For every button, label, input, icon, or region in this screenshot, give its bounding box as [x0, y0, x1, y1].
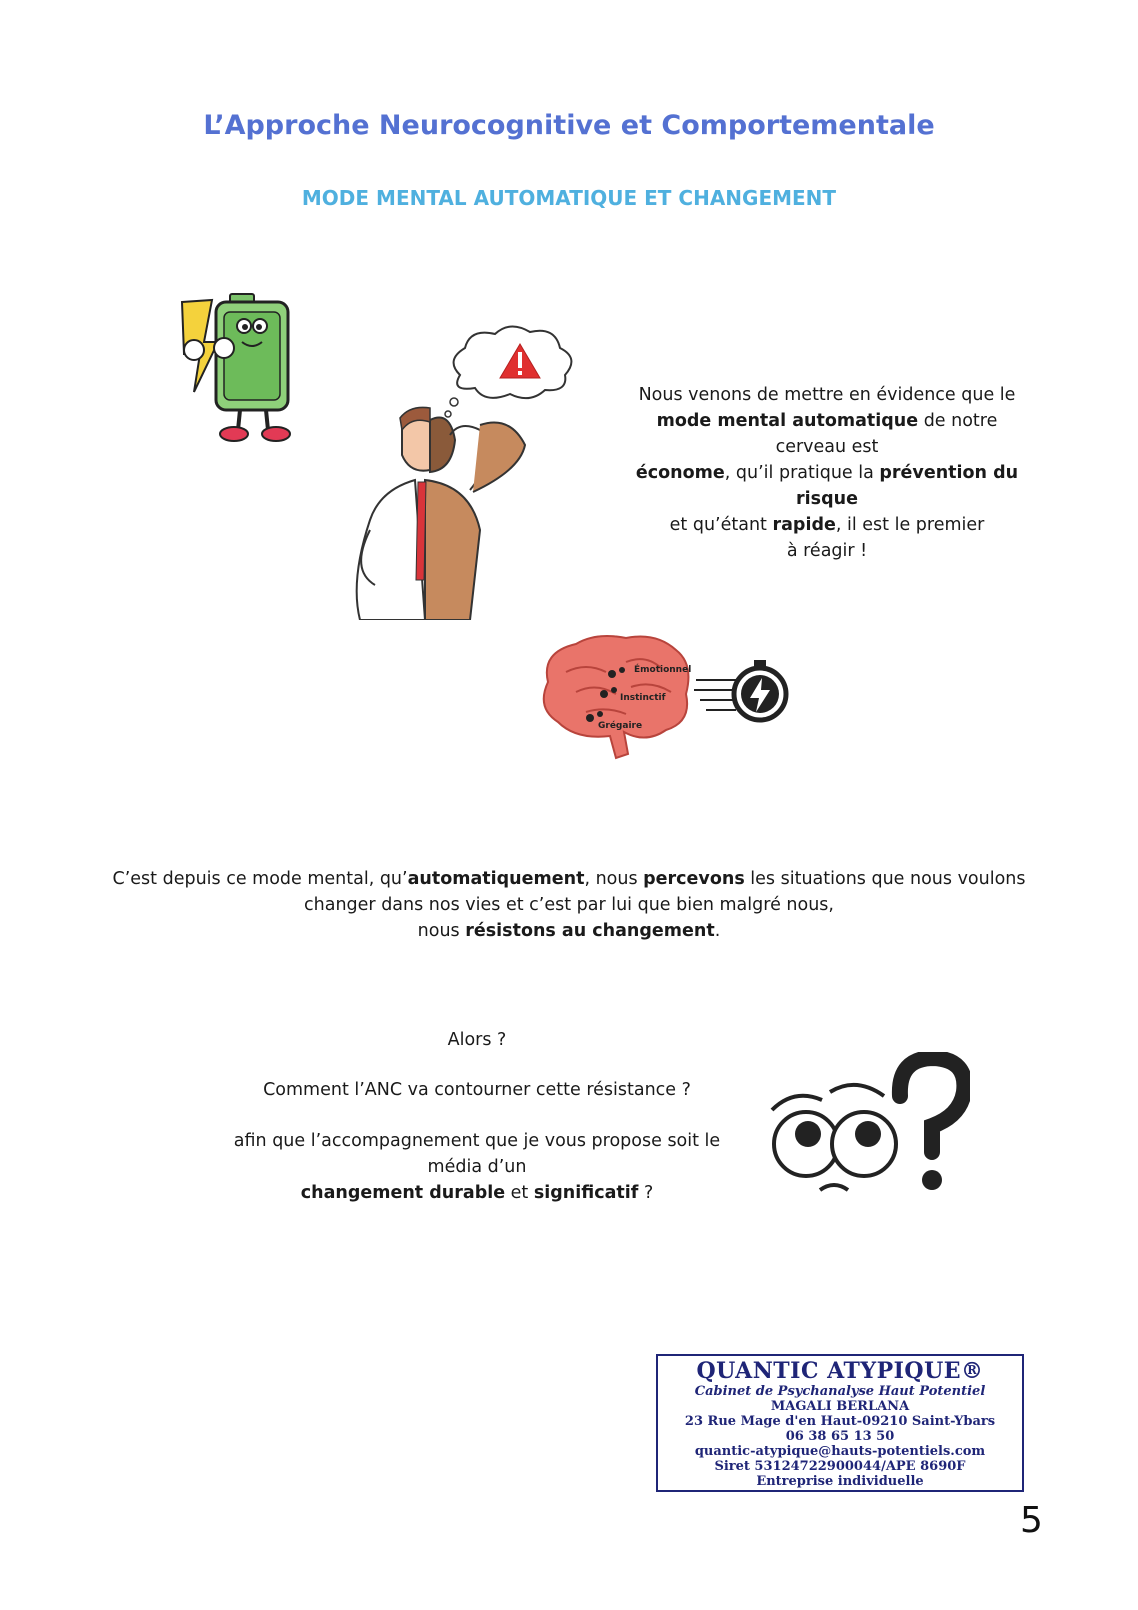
company-stamp	[656, 1354, 1024, 1492]
stamp-name: QUANTIC ATYPIQUE®	[696, 1358, 984, 1384]
page-title: L’Approche Neurocognitive et Comportementale	[203, 110, 935, 141]
battery-character-illustration	[172, 292, 302, 452]
stopwatch-icon	[694, 660, 786, 720]
brain-illustration	[536, 632, 798, 760]
question-alors: Alors ?	[447, 1030, 507, 1050]
stamp-status: Entreprise individuelle	[756, 1474, 924, 1489]
man-caveman-illustration	[330, 400, 530, 620]
brain-label-emotionnel: Émotionnel	[634, 665, 692, 675]
stamp-siret: Siret 53124722900044/APE 8690F	[714, 1459, 966, 1474]
stamp-email: quantic-atypique@hauts-potentiels.com	[694, 1444, 986, 1459]
question-comment: Comment l’ANC va contourner cette résistance ?	[263, 1080, 691, 1100]
intro-text: Nous venons de mettre en évidence que le mode mental automatique de notre cerveau est économe, qu’il pratique la prévention du risque et qu’étant rapide, il est le premier à réagir !	[635, 385, 1019, 561]
page-subtitle: MODE MENTAL AUTOMATIQUE ET CHANGEMENT	[301, 186, 837, 210]
stamp-person: MAGALI BERLANA	[770, 1399, 910, 1414]
page-number: 5	[1020, 1500, 1043, 1541]
wondering-eyes-question-icon	[764, 1052, 970, 1202]
change-paragraph: C’est depuis ce mode mental, qu’automatiquement, nous percevons les situations que nous voulons changer dans nos vies et c’est par lui que bien malgré nous, nous résistons au changement.	[112, 869, 1026, 941]
stamp-phone: 06 38 65 13 50	[785, 1429, 895, 1444]
brain-label-gregaire: Grégaire	[598, 721, 643, 731]
question-afin: afin que l’accompagnement que je vous propose soit le média d’un changement durable et significatif ?	[233, 1131, 721, 1203]
brain-label-instinctif: Instinctif	[620, 693, 666, 703]
stamp-address: 23 Rue Mage d'en Haut-09210 Saint-Ybars	[684, 1414, 996, 1429]
stamp-tagline: Cabinet de Psychanalyse Haut Potentiel	[694, 1384, 986, 1399]
